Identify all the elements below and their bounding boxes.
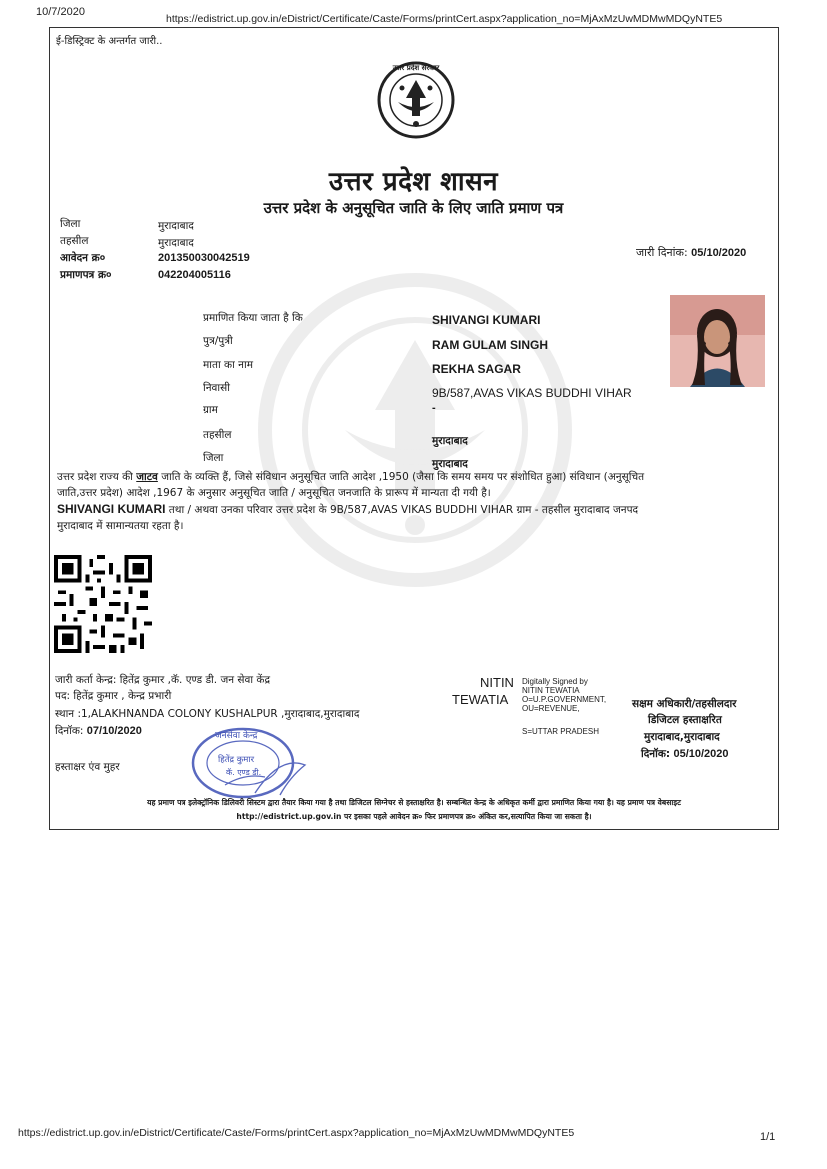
- stamp-center-sub: कॅ. एण्ड डी.: [226, 768, 262, 777]
- sig-detail: OU=REVENUE,: [522, 704, 580, 713]
- document-subtitle: उत्तर प्रदेश के अनुसूचित जाति के लिए जाति प्रमाण पत्र: [263, 199, 564, 217]
- issue-date: [636, 245, 746, 260]
- signer-name-line1: NITIN: [480, 675, 514, 690]
- page-number: 1/1: [760, 1131, 776, 1143]
- certificate-label: प्रमाणपत्र क्र०: [60, 269, 112, 281]
- mother-name: REKHA SAGAR: [432, 362, 521, 376]
- issuer-centre: जारी कर्ता केन्द्र: हितेंद्र कुमार ,कॅ. एण्ड डी. जन सेवा केंद्र: [55, 674, 271, 686]
- detail-label-certified: प्रमाणित किया जाता है कि: [203, 312, 303, 324]
- applicant-photo: [670, 295, 765, 387]
- emblem-caption: उत्तर प्रदेश सरकार: [392, 64, 440, 72]
- statement-text: मुरादाबाद में सामान्यतया रहता है।: [57, 520, 184, 532]
- stamp-ring-text: जनसेवा केन्द्र: [215, 731, 258, 741]
- detail-label-tehsil: तहसील: [203, 429, 232, 441]
- statement-text: जाति के व्यक्ति हैं, जिसे संविधान अनुसूचित जाति आदेश ,1950 (जैसा कि समय समय पर संशोधित हुआ) संविधान (अनुसूचित: [157, 471, 645, 483]
- detail-label-mother: माता का नाम: [203, 359, 253, 371]
- document-title: उत्तर प्रदेश शासन: [328, 167, 499, 197]
- caste-statement: [57, 469, 773, 534]
- verification-note-line: http://edistrict.up.gov.in पर इसका पहले आवेदन क्र० फिर प्रमाणपत्र क्र० अंकित कर,सत्यापित किया जा सकता है।: [236, 812, 592, 821]
- print-url-header: https://edistrict.up.gov.in/eDistrict/Certificate/Caste/Forms/printCert.aspx?application_no=MjAxMzUwMDMwMDQyNTE5: [166, 13, 723, 25]
- authority-date: [641, 747, 729, 761]
- father-name: RAM GULAM SINGH: [432, 338, 548, 352]
- authority-date-value: 05/10/2020: [673, 748, 729, 760]
- issuer-date-label: दिनॉक:: [55, 725, 84, 737]
- district-value: मुरादाबाद: [158, 220, 194, 232]
- certificate-number: 042204005116: [158, 269, 231, 281]
- signer-name-line2: TEWATIA: [452, 692, 509, 707]
- issuer-place: स्थान :1,ALAKHNANDA COLONY KUSHALPUR ,मुरादाबाद,मुरादाबाद: [55, 708, 360, 720]
- caste-name: जाटव: [136, 471, 158, 483]
- sig-detail: NITIN TEWATIA: [522, 686, 580, 695]
- statement-applicant-name: SHIVANGI KUMARI: [57, 502, 166, 516]
- applicant-name: SHIVANGI KUMARI: [432, 313, 541, 327]
- statement-text: तथा / अथवा उनका परिवार उत्तर प्रदेश के 9B/587,AVAS VIKAS BUDDHI VIHAR ग्राम - तहसील मुरादाबाद जनपद: [165, 504, 639, 516]
- qr-code: [54, 555, 152, 653]
- signature-details: [522, 677, 606, 713]
- detail-label-village: ग्राम: [203, 404, 218, 416]
- issued-under-note: ई-डिस्ट्रिक्ट के अन्तर्गत जारी..: [56, 36, 163, 47]
- authority-place: मुरादाबाद,मुरादाबाद: [644, 731, 720, 743]
- print-date: 10/7/2020: [36, 6, 85, 18]
- statement-text: जाति,उत्तर प्रदेश) आदेश ,1967 के अनुसार अनुसूचित जाति / अनुसूचित जनजाति के प्रारूप में मान्यता दी गयी है।: [57, 487, 491, 499]
- village-value: -: [432, 402, 436, 414]
- sig-state: S=UTTAR PRADESH: [522, 727, 599, 736]
- verification-note: [58, 796, 770, 824]
- application-label: आवेदन क्र०: [60, 252, 106, 264]
- sign-seal-label: हस्ताक्षर एंव मुहर: [55, 761, 120, 773]
- issue-date-label: जारी दिनांक:: [636, 246, 688, 259]
- detail-label-district: जिला: [203, 452, 224, 464]
- issuer-date: [55, 724, 142, 738]
- sig-detail: Digitally Signed by: [522, 677, 588, 686]
- issuer-date-value: 07/10/2020: [86, 725, 142, 737]
- statement-text: उत्तर प्रदेश राज्य की: [57, 471, 137, 483]
- application-number: 201350030042519: [158, 252, 250, 264]
- stamp-center-name: हितेंद्र कुमार: [218, 755, 255, 765]
- resident-address: 9B/587,AVAS VIKAS BUDDHI VIHAR: [432, 386, 632, 400]
- authority-title: सक्षम अधिकारी/तहसीलदार: [632, 698, 737, 710]
- district-detail-value: मुरादाबाद: [432, 458, 468, 470]
- authority-date-label: दिनॉक:: [641, 748, 671, 760]
- authority-digital: डिजिटल हस्ताक्षरित: [648, 714, 722, 726]
- print-url-footer: https://edistrict.up.gov.in/eDistrict/Certificate/Caste/Forms/printCert.aspx?application_no=MjAxMzUwMDMwMDQyNTE5: [18, 1127, 575, 1139]
- tehsil-detail-value: मुरादाबाद: [432, 435, 468, 447]
- tehsil-value: मुरादाबाद: [158, 237, 194, 249]
- issue-date-value: 05/10/2020: [691, 247, 747, 259]
- sig-detail: O=U.P.GOVERNMENT,: [522, 695, 607, 704]
- district-label: जिला: [60, 218, 81, 230]
- issuer-post: पद: हितेंद्र कुमार , केन्द्र प्रभारी: [55, 690, 172, 702]
- detail-label-resident: निवासी: [203, 382, 230, 394]
- tehsil-label: तहसील: [60, 235, 89, 247]
- verification-note-line: यह प्रमाण पत्र इलेक्ट्रॉनिक डिलिवरी सिस्टम द्वारा तैयार किया गया है तथा डिजिटल सिग्नेचर से हस्ताक्षरित है। सम्बन्धित केन्द्र के अधिकृत कर्मी द्वारा प्रमाणित किया गया है। यह प्रमाण पत्र वेबसाइट: [147, 798, 681, 807]
- detail-label-father: पुत्र/पुत्री: [203, 335, 233, 347]
